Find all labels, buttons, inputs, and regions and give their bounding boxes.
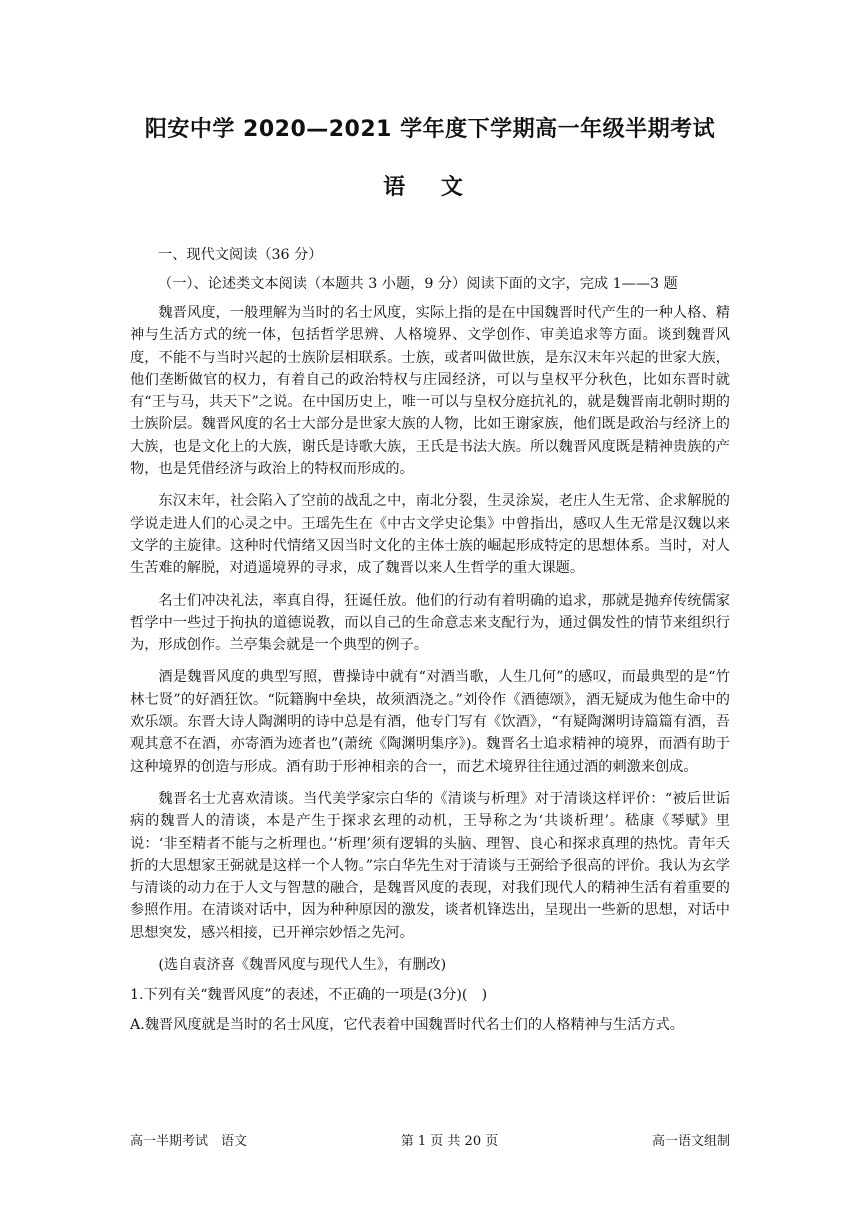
page-number: 第 1 页 共 20 页 xyxy=(400,1133,499,1149)
footer-left: 高一半期考试 语文 xyxy=(130,1133,248,1149)
section-subheading: （一）、论述类文本阅读（本题共 3 小题，9 分）阅读下面的文字，完成 1——3 题 xyxy=(158,276,678,292)
reading-paragraph: 东汉末年，社会陷入了空前的战乱之中，南北分裂，生灵涂炭，老庄人生无常、企求解脱的学说走进人们的心灵之中。王瑶先生在《中古文学史论集》中曾指出，感叹人生无常是汉魏以来文学的主旋律。这种时代情绪又因当时文化的主体士族的崛起形成特定的思想体系。当时，对人生苦难的解脱，对逍遥境界的寻求，成了魏晋以来人生哲学的重大课题。 xyxy=(130,493,730,577)
exam-content xyxy=(130,244,730,1036)
section-heading: 一、现代文阅读（36 分） xyxy=(158,247,323,263)
footer-right: 高一语文组制 xyxy=(651,1133,730,1149)
question-stem: 1.下列有关“魏晋风度”的表述，不正确的一项是(3分)( ) xyxy=(130,987,488,1004)
reading-paragraph: 酒是魏晋风度的典型写照，曹操诗中就有“对酒当歌，人生几何”的感叹，而最典型的是“竹林七贤”的好酒狂饮。“阮籍胸中垒块，故须酒浇之。”刘伶作《酒德颂》，酒无疑成为他生命中的欢乐颂。东晋大诗人陶渊明的诗中总是有酒，他专门写有《饮酒》，“有疑陶渊明诗篇篇有酒，吾观其意不在酒，亦寄酒为迹者也”(萧统《陶渊明集序》)。魏晋名士追求精神的境界，而酒有助于这种境界的创造与形成。酒有助于形神相亲的合一，而艺术境界往往通过酒的刺激来创成。 xyxy=(130,669,730,775)
reading-paragraph: 魏晋风度，一般理解为当时的名士风度，实际上指的是在中国魏晋时代产生的一种人格、精神与生活方式的统一体，包括哲学思辨、人格境界、文学创作、审美追求等方面。谈到魏晋风度，不能不与当时兴起的士族阶层相联系。士族，或者叫做世族，是东汉末年兴起的世家大族，他们垄断做官的权力，有着自己的政治特权与庄园经济，可以与皇权平分秋色，比如东晋时就有“王与马，共天下”之说。在中国历史上，唯一可以与皇权分庭抗礼的，就是魏晋南北朝时期的士族阶层。魏晋风度的名士大部分是世家大族的人物，比如王谢家族，他们既是政治与经济上的大族，也是文化上的大族，谢氏是诗歌大族，王氏是书法大族。所以魏晋风度既是精神贵族的产物，也是凭借经济与政治上的特权而形成的。 xyxy=(130,305,730,478)
source-citation: (选自袁济喜《魏晋风度与现代人生》，有删改) xyxy=(158,957,447,974)
question-option-a: A.魏晋风度就是当时的名士风度，它代表着中国魏晋时代名士们的人格精神与生活方式。 xyxy=(130,1017,684,1034)
exam-title: 阳安中学 2020—2021 学年度下学期高一年级半期考试 xyxy=(144,117,716,142)
reading-paragraph: 名士们冲决礼法，率真自得，狂诞任放。他们的行动有着明确的追求，那就是抛弃传统儒家哲学中一些过于拘执的道德说教，而以自己的生命意志来支配行为，通过偶发性的情节来组织行为，形成创作。兰亭集会就是一个典型的例子。 xyxy=(130,592,730,654)
subject-title: 语 文 xyxy=(383,175,477,200)
reading-paragraph: 魏晋名士尤喜欢清谈。当代美学家宗白华的《清谈与析理》对于清谈这样评价：“被后世诟病的魏晋人的清谈，本是产生于探求玄理的动机，王导称之为‘共谈析理’。嵇康《琴赋》里说：‘非至精者不能与之析理也。’‘析理’须有逻辑的头脑、理智、良心和探求真理的热忱。青年夭折的大思想家王弼就是这样一个人物。”宗白华先生对于清谈与王弼给予很高的评价。我认为玄学与清谈的动力在于人文与智慧的融合，是魏晋风度的表现，对我们现代人的精神生活有着重要的参照作用。在清谈对话中，因为种种原因的激发，谈者机锋迭出，呈现出一些新的思想，对话中思想突发，感兴相接，已开禅宗妙悟之先河。 xyxy=(130,790,730,941)
page-footer xyxy=(130,1128,730,1150)
